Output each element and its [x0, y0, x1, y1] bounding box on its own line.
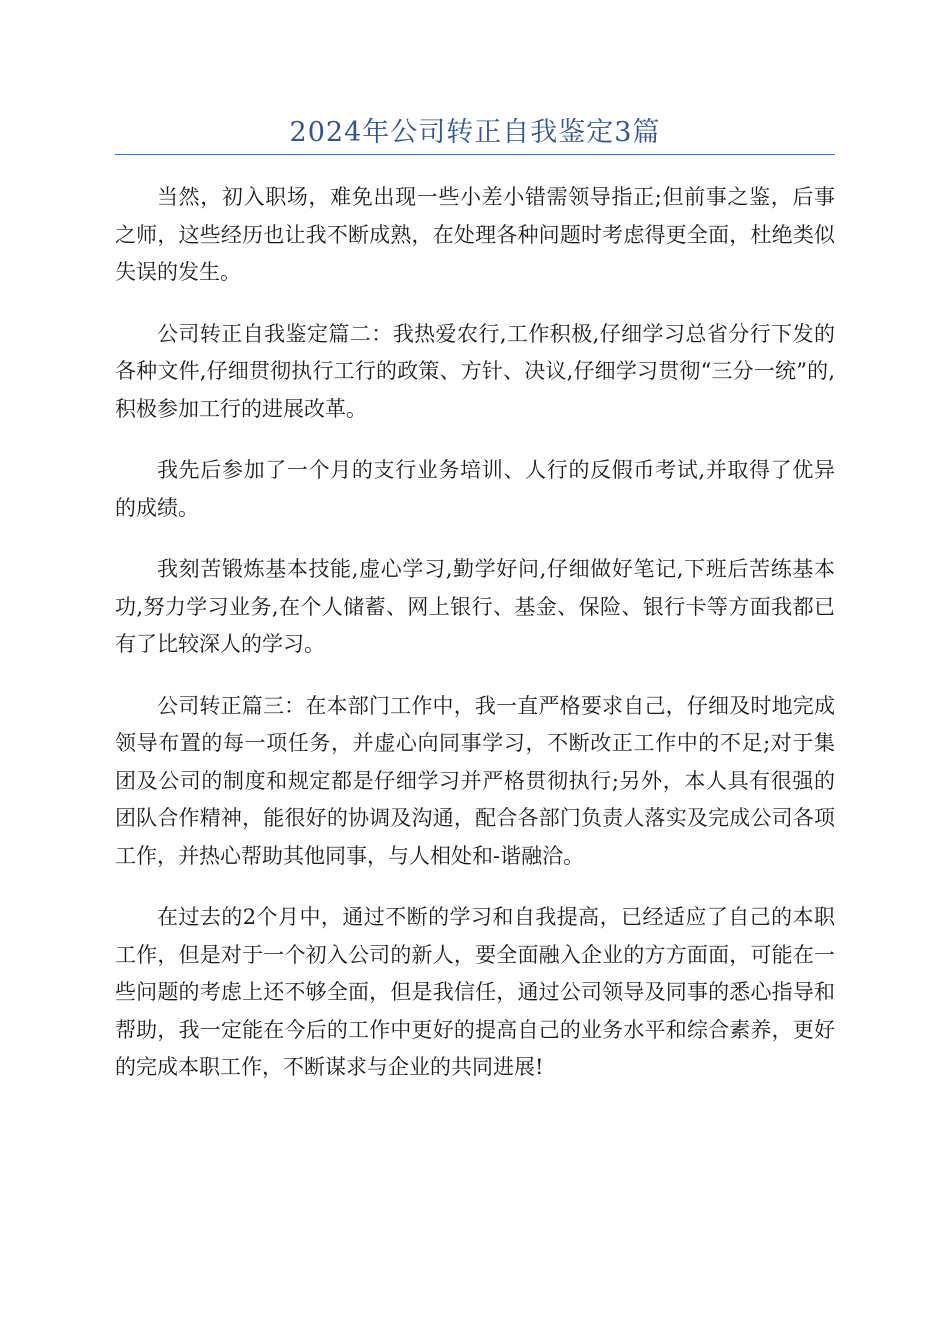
paragraph-2: 公司转正自我鉴定篇二：我热爱农行,工作积极,仔细学习总省分行下发的各种文件,仔细贯彻执行工行的政策、方针、决议,仔细学习贯彻“三分一统”的,积极参加工行的进展改革。: [115, 321, 835, 421]
title-underline: [115, 154, 835, 155]
paragraph-1: 当然，初入职场，难免出现一些小差小错需领导指正;但前事之鉴，后事之师，这些经历也让我不断成熟，在处理各种问题时考虑得更全面，杜绝类似失误的发生。: [115, 185, 835, 284]
paragraph-4: 我刻苦锻炼基本技能,虚心学习,勤学好问,仔细做好笔记,下班后苦练基本功,努力学习业务,在个人储蓄、网上银行、基金、保险、银行卡等方面我都已有了比较深人的学习。: [115, 557, 835, 656]
document-title: 2024年公司转正自我鉴定3篇: [289, 117, 661, 148]
document-body: [115, 179, 835, 1111]
paragraph-3: 我先后参加了一个月的支行业务培训、人行的反假币考试,并取得了优异的成绩。: [115, 458, 835, 520]
paragraph-5: 公司转正篇三：在本部门工作中，我一直严格要求自己，仔细及时地完成领导布置的每一项任务，并虚心向同事学习，不断改正工作中的不足;对于集团及公司的制度和规定都是仔细学习并严格贯彻执行;另外，本人具有很强的团队合作精神，能很好的协调及沟通，配合各部门负责人落实及完成公司各项工作，并热心帮助其他同事，与人相处和-谐融洽。: [115, 693, 835, 868]
paragraph-6: 在过去的2个月中，通过不断的学习和自我提高，已经适应了自己的本职工作，但是对于一个初入公司的新人，要全面融入企业的方方面面，可能在一些问题的考虑上还不够全面，但是我信任，通过公司领导及同事的悉心指导和帮助，我一定能在今后的工作中更好的提高自己的业务水平和综合素养，更好的完成本职工作，不断谋求与企业的共同进展!: [115, 905, 835, 1079]
